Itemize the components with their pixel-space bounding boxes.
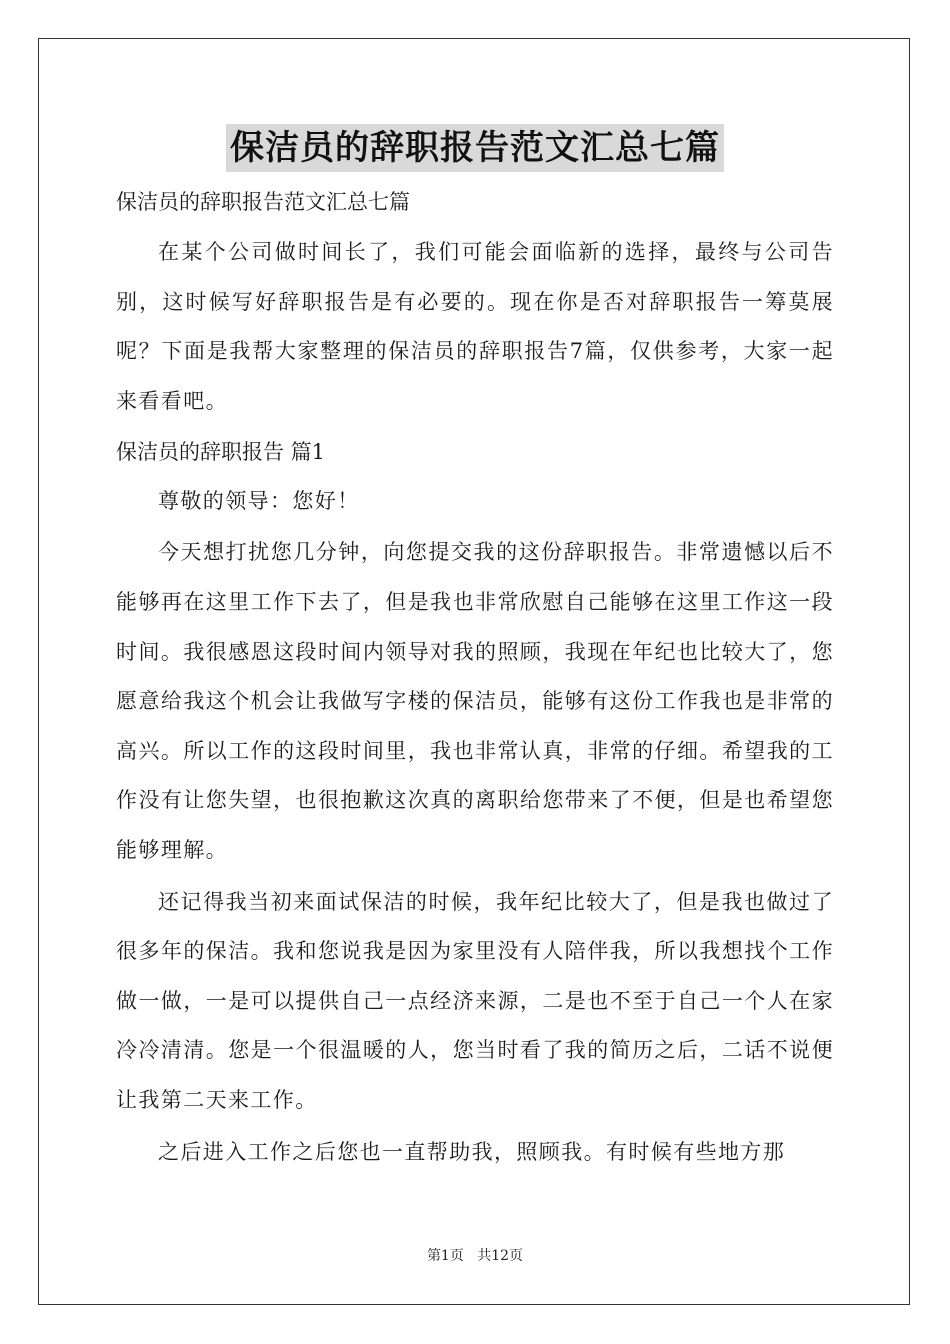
body-paragraph-3: 之后进入工作之后您也一直帮助我，照顾我。有时候有些地方那	[158, 1139, 786, 1164]
body-paragraph-2: 还记得我当初来面试保洁的时候，我年纪比较大了，但是我也做过了很多年的保洁。我和您说我是因为家里没有人陪伴我，所以我想找个工作做一做，一是可以提供自己一点经济来源，二是也不至于自己一个人在家冷冷清清。您是一个很温暖的人，您当时看了我的简历之后，二话不说便让我第二天来工作。	[116, 889, 834, 1112]
letter-greeting: 尊敬的领导：您好！	[158, 489, 360, 514]
footer-spacer	[464, 1248, 477, 1264]
intro-paragraph: 在某个公司做时间长了，我们可能会面临新的选择，最终与公司告别，这时候写好辞职报告是有必要的。现在你是否对辞职报告一筹莫展呢？下面是我帮大家整理的保洁员的辞职报告7篇，仅供参考，大家一起来看看吧。	[116, 240, 834, 413]
page-number: 第1页	[426, 1248, 464, 1264]
document-body	[116, 178, 834, 1177]
title-container	[0, 124, 950, 172]
body-paragraph-1: 今天想打扰您几分钟，向您提交我的这份辞职报告。非常遗憾以后不能够再在这里工作下去了，但是我也非常欣慰自己能够在这里工作这一段时间。我很感恩这段时间内领导对我的照顾，我现在年纪也比较大了，您愿意给我这个机会让我做写字楼的保洁员，能够有这份工作我也是非常的高兴。所以工作的这段时间里，我也非常认真，非常的仔细。希望我的工作没有让您失望，也很抱歉这次真的离职给您带来了不便，但是也希望您能够理解。	[116, 540, 834, 862]
document-subtitle: 保洁员的辞职报告范文汇总七篇	[116, 190, 410, 214]
page-footer	[0, 1246, 950, 1266]
document-title: 保洁员的辞职报告范文汇总七篇	[226, 124, 724, 172]
section-heading: 保洁员的辞职报告 篇1	[116, 440, 326, 465]
page-total: 共12页	[477, 1248, 524, 1264]
